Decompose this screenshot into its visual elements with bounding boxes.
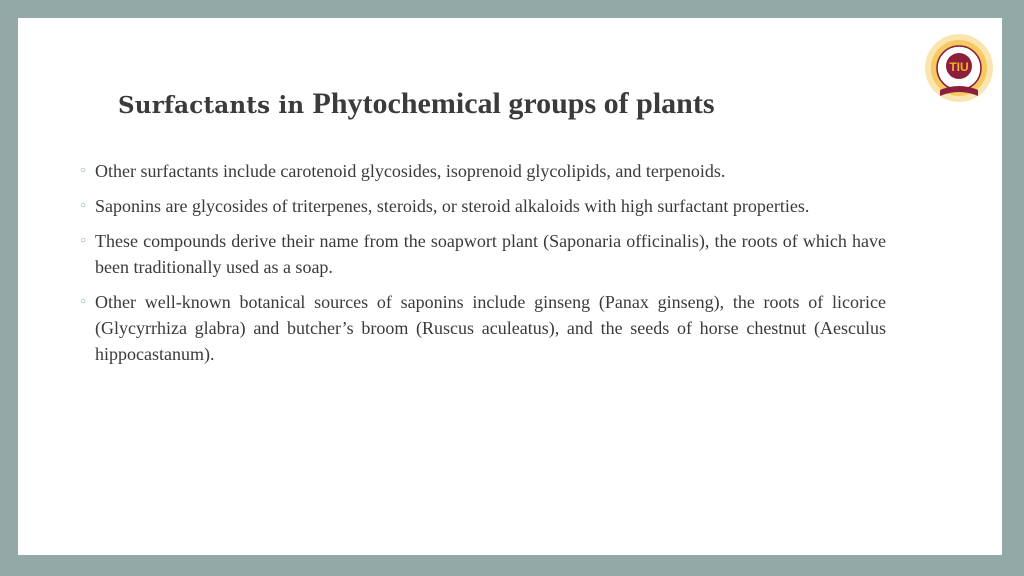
- bullet-circle-icon: ○: [80, 296, 87, 307]
- title-part-1: Surfactants in: [118, 92, 313, 119]
- list-item-text: Saponins are glycosides of triterpenes, steroids, or steroid alkaloids with high surfactant properties.: [95, 196, 810, 216]
- university-logo-icon: [916, 28, 1002, 112]
- list-item: [80, 193, 886, 219]
- title-part-2: Phytochemical groups of plants: [312, 87, 715, 120]
- list-item: [80, 228, 886, 280]
- list-item-text: Other surfactants include carotenoid glycosides, isoprenoid glycolipids, and terpenoids.: [95, 161, 726, 181]
- list-item-text: These compounds derive their name from the soapwort plant (Saponaria officinalis), the roots of which have been traditionally used as a soap.: [95, 231, 886, 277]
- bullet-list: [80, 158, 886, 376]
- bullet-circle-icon: ○: [80, 235, 87, 246]
- bullet-circle-icon: ○: [80, 200, 87, 211]
- logo-text: TIU: [949, 60, 969, 74]
- list-item: [80, 158, 886, 184]
- list-item: [80, 289, 886, 367]
- slide: [18, 18, 1002, 555]
- slide-title: [118, 84, 715, 121]
- bullet-circle-icon: ○: [80, 165, 87, 176]
- list-item-text: Other well-known botanical sources of saponins include ginseng (Panax ginseng), the roots of licorice (Glycyrrhiza glabra) and butcher’s broom (Ruscus aculeatus), and the seeds of horse chestnut (Aesculus hippocastanum).: [95, 292, 886, 364]
